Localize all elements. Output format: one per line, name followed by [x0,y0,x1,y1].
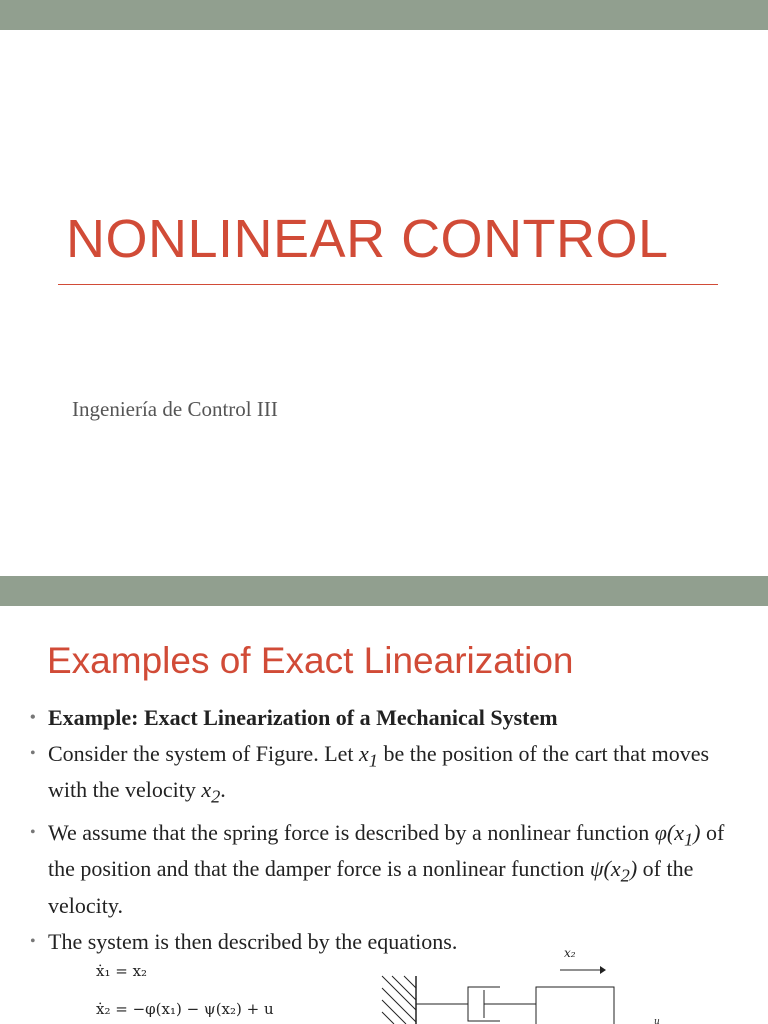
velocity-label: x₂ [564,946,576,960]
damper [416,987,536,1021]
slide-top-band [0,0,768,30]
title-underline [58,284,718,285]
bullet-dot: • [30,709,36,726]
bullet-item: • Example: Exact Linearization of a Mechanical System [30,703,730,733]
bullet-dot: • [30,823,36,841]
bullet-dot: • [30,932,36,950]
input-label: u [654,1017,660,1024]
slide-title: NONLINEAR CONTROL [66,209,669,269]
bullet-item: • The system is then described by the equations. [30,927,730,957]
wall-hatching [382,976,416,1024]
slide2-title: Examples of Exact Linearization [47,640,574,681]
bullet-dot: • [30,745,36,762]
bullet-item: • We assume that the spring force is described by a nonlinear function $\varphi(x_1)$ of the position and that the damper force is a nonlinear function $\psi(x_2)$ of the velocity. [30,819,725,918]
velocity-arrow [560,966,606,974]
slide-separator-band [0,576,768,606]
cart [536,987,614,1024]
bullet-item: • Consider the system of Figure. Let $x_1$ be the position of the cart that moves with the velocity $x_2$. [30,741,710,807]
bullet-list [30,703,730,963]
slide-subtitle: Ingeniería de Control III [72,397,278,421]
equation-1: ẋ₁ = x₂ [96,962,148,980]
equation-2: ẋ₂ = −φ(x₁) − ψ(x₂) + u [96,1000,274,1018]
